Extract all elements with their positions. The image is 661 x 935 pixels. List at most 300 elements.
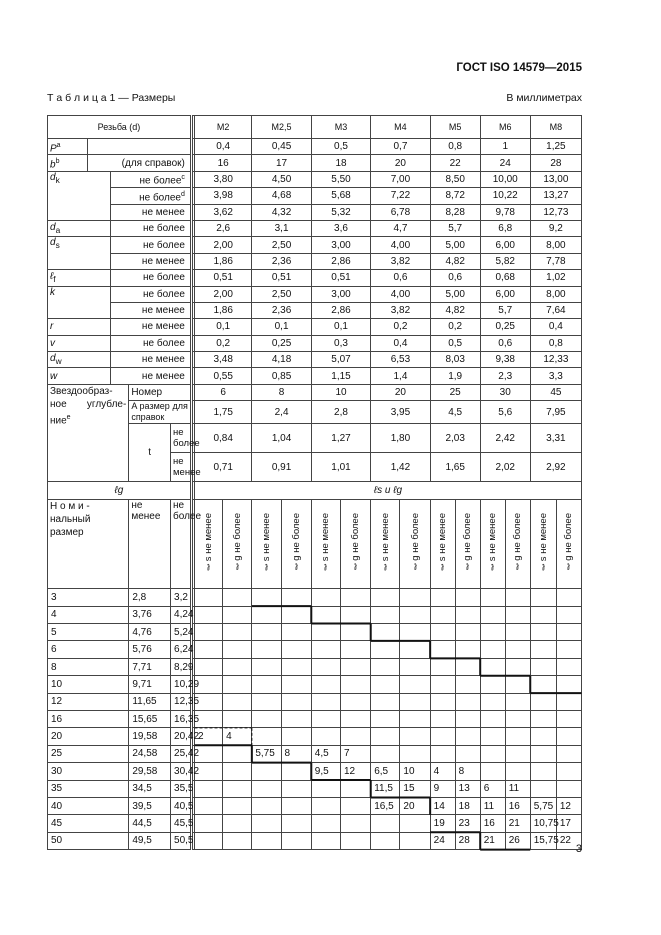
lg-max-value: 40,5 bbox=[171, 797, 192, 814]
star-a-value: 2,8 bbox=[311, 401, 370, 424]
length-cell bbox=[400, 606, 430, 623]
star-t-min-value: 2,02 bbox=[480, 453, 530, 482]
table-row bbox=[48, 606, 582, 623]
table-row bbox=[48, 641, 582, 658]
page-number: 3 bbox=[575, 843, 582, 855]
nominal-length: 45 bbox=[48, 815, 129, 832]
r-value: 0,2 bbox=[430, 319, 480, 335]
param-label bbox=[48, 237, 111, 270]
param-symbol: P bbox=[50, 142, 57, 154]
qualifier-text: не менее bbox=[141, 305, 185, 317]
length-cell bbox=[252, 763, 281, 780]
length-cell bbox=[530, 624, 556, 641]
k-max-value: 4,00 bbox=[371, 286, 430, 302]
param-subscript: w bbox=[55, 355, 62, 366]
length-cell bbox=[195, 641, 223, 658]
k-max-value: 8,00 bbox=[530, 286, 581, 302]
lg-max-column-label bbox=[223, 500, 252, 589]
ls-min-text: ℓs не менее bbox=[320, 513, 332, 573]
length-cell bbox=[556, 728, 581, 745]
lg-min-value: 19,58 bbox=[129, 728, 171, 745]
length-cell bbox=[480, 658, 505, 675]
length-cell bbox=[505, 658, 530, 675]
dk-max_d-value: 8,72 bbox=[430, 188, 480, 204]
dk-max_c-value: 7,00 bbox=[371, 171, 430, 187]
lg-max-text: ℓg не более bbox=[462, 513, 474, 573]
length-cell: 12 bbox=[340, 763, 370, 780]
lg-max-column-label bbox=[505, 500, 530, 589]
param-footnote: b bbox=[55, 157, 60, 165]
row-ds-min bbox=[48, 253, 582, 269]
ds-max-value: 4,00 bbox=[371, 237, 430, 253]
length-cell bbox=[311, 815, 340, 832]
k-min-value: 4,82 bbox=[430, 302, 480, 318]
ds-min-value: 4,82 bbox=[430, 253, 480, 269]
star-t-min-value: 0,91 bbox=[252, 453, 311, 482]
length-cell bbox=[371, 658, 400, 675]
length-cell: 8 bbox=[281, 745, 311, 762]
param-symbol: w bbox=[50, 370, 58, 382]
length-cell bbox=[281, 797, 311, 814]
length-cell bbox=[340, 780, 370, 797]
ls-min-column-label bbox=[530, 500, 556, 589]
length-cell bbox=[430, 693, 455, 710]
length-cell bbox=[455, 745, 480, 762]
length-cell bbox=[311, 693, 340, 710]
thread-size-1: M2,5 bbox=[252, 116, 311, 139]
dw-value: 3,48 bbox=[195, 352, 252, 368]
lg-max-value: 20,42 bbox=[171, 728, 192, 745]
lg-max-value: 8,29 bbox=[171, 658, 192, 675]
nominal-length: 8 bbox=[48, 658, 129, 675]
length-cell bbox=[400, 832, 430, 849]
lg-min-value: 49,5 bbox=[129, 832, 171, 849]
length-cell bbox=[400, 693, 430, 710]
param-qualifier: не менее bbox=[110, 352, 191, 368]
ls-min-column-label bbox=[371, 500, 400, 589]
length-cell bbox=[252, 728, 281, 745]
length-cell bbox=[281, 641, 311, 658]
length-cell: 15,75 bbox=[530, 832, 556, 849]
length-cell bbox=[340, 606, 370, 623]
param-qualifier: не менее bbox=[110, 368, 191, 384]
length-cell bbox=[430, 745, 455, 762]
length-cell bbox=[223, 832, 252, 849]
lg-max-value: 3,2 bbox=[171, 589, 192, 606]
star-nomer-value: 30 bbox=[480, 384, 530, 400]
lg-min-value: 29,58 bbox=[129, 763, 171, 780]
thread-size-3: M4 bbox=[371, 116, 430, 139]
dk-max_d-value: 4,68 bbox=[252, 188, 311, 204]
lf-value: 0,51 bbox=[252, 270, 311, 286]
length-cell bbox=[400, 710, 430, 727]
row-length-subheader bbox=[48, 500, 582, 589]
ds-max-value: 8,00 bbox=[530, 237, 581, 253]
dk-max_d-value: 13,27 bbox=[530, 188, 581, 204]
length-cell bbox=[505, 763, 530, 780]
length-cell: 20 bbox=[400, 797, 430, 814]
ds-min-value: 7,78 bbox=[530, 253, 581, 269]
length-cell: 2 bbox=[195, 728, 223, 745]
r-value: 0,2 bbox=[371, 319, 430, 335]
length-cell bbox=[311, 797, 340, 814]
length-cell bbox=[340, 658, 370, 675]
length-cell bbox=[281, 693, 311, 710]
length-cell bbox=[252, 710, 281, 727]
length-cell bbox=[223, 693, 252, 710]
ds-min-value: 2,36 bbox=[252, 253, 311, 269]
length-cell bbox=[223, 676, 252, 693]
length-cell bbox=[530, 589, 556, 606]
qualifier-text: не более bbox=[139, 192, 181, 204]
k-min-value: 2,86 bbox=[311, 302, 370, 318]
dw-value: 8,03 bbox=[430, 352, 480, 368]
row-r bbox=[48, 319, 582, 335]
thread-size-5: M6 bbox=[480, 116, 530, 139]
length-cell: 11 bbox=[480, 797, 505, 814]
length-cell: 21 bbox=[505, 815, 530, 832]
length-cell bbox=[281, 815, 311, 832]
length-cell bbox=[505, 624, 530, 641]
star-nomer-value: 25 bbox=[430, 384, 480, 400]
length-cell bbox=[430, 710, 455, 727]
length-cell bbox=[223, 589, 252, 606]
length-cell bbox=[252, 832, 281, 849]
dk-max_d-value: 10,22 bbox=[480, 188, 530, 204]
k-max-value: 2,50 bbox=[252, 286, 311, 302]
dk-max_d-value: 3,98 bbox=[195, 188, 252, 204]
lg-max-value: 45,5 bbox=[171, 815, 192, 832]
length-cell: 23 bbox=[455, 815, 480, 832]
length-cell bbox=[252, 624, 281, 641]
star-t-min-value: 1,01 bbox=[311, 453, 370, 482]
length-cell bbox=[311, 658, 340, 675]
v-value: 0,8 bbox=[530, 335, 581, 351]
b-value: 17 bbox=[252, 155, 311, 171]
da-value: 4,7 bbox=[371, 220, 430, 236]
length-cell bbox=[400, 641, 430, 658]
lg-max-value: 35,5 bbox=[171, 780, 192, 797]
length-cell bbox=[371, 815, 400, 832]
ds-min-value: 2,86 bbox=[311, 253, 370, 269]
star-t-max-value: 1,80 bbox=[371, 424, 430, 453]
length-cell bbox=[371, 693, 400, 710]
lg-max-value: 5,24 bbox=[171, 624, 192, 641]
lg-min-value: 5,76 bbox=[129, 641, 171, 658]
star-a-value: 3,95 bbox=[371, 401, 430, 424]
lg-max-column-label bbox=[556, 500, 581, 589]
length-cell bbox=[281, 676, 311, 693]
lg-max-column-label bbox=[400, 500, 430, 589]
length-cell bbox=[455, 710, 480, 727]
length-cell bbox=[311, 641, 340, 658]
lg-max-column-label bbox=[455, 500, 480, 589]
param-label bbox=[48, 368, 111, 384]
ls-min-column-label bbox=[480, 500, 505, 589]
row-k-min bbox=[48, 302, 582, 318]
lg-min-value: 4,76 bbox=[129, 624, 171, 641]
ds-max-value: 5,00 bbox=[430, 237, 480, 253]
length-cell bbox=[311, 589, 340, 606]
lf-value: 0,51 bbox=[195, 270, 252, 286]
thread-size-4: M5 bbox=[430, 116, 480, 139]
length-cell bbox=[281, 832, 311, 849]
length-cell: 21 bbox=[480, 832, 505, 849]
table-row bbox=[48, 589, 582, 606]
star-t-max-value: 1,27 bbox=[311, 424, 370, 453]
length-cell: 4 bbox=[223, 728, 252, 745]
param-qualifier: не более bbox=[110, 270, 191, 286]
lg-min-value: 39,5 bbox=[129, 797, 171, 814]
lg-min-value: 3,76 bbox=[129, 606, 171, 623]
length-cell bbox=[530, 780, 556, 797]
lf-value: 0,6 bbox=[371, 270, 430, 286]
lg-max-text: ℓg не более bbox=[512, 513, 524, 573]
lg-min-value: 15,65 bbox=[129, 710, 171, 727]
v-value: 0,3 bbox=[311, 335, 370, 351]
length-cell bbox=[505, 745, 530, 762]
length-cell: 15 bbox=[400, 780, 430, 797]
ls-lg-header bbox=[195, 482, 582, 500]
row-ds-max bbox=[48, 237, 582, 253]
length-cell bbox=[455, 624, 480, 641]
length-cell bbox=[430, 728, 455, 745]
length-cell bbox=[480, 624, 505, 641]
star-a-value: 4,5 bbox=[430, 401, 480, 424]
t-max-label: не более bbox=[171, 424, 192, 453]
dk-max_c-value: 13,00 bbox=[530, 171, 581, 187]
nominal-length: 40 bbox=[48, 797, 129, 814]
table-row bbox=[48, 745, 582, 762]
length-cell: 4 bbox=[430, 763, 455, 780]
star-t-max-value: 2,42 bbox=[480, 424, 530, 453]
v-value: 0,25 bbox=[252, 335, 311, 351]
length-cell: 5,75 bbox=[530, 797, 556, 814]
P-value: 0,7 bbox=[371, 139, 430, 155]
length-cell bbox=[252, 676, 281, 693]
lg-max-text: ℓg не более bbox=[350, 513, 362, 573]
qualifier-footnote: c bbox=[181, 174, 185, 182]
lg-max-value: 30,42 bbox=[171, 763, 192, 780]
star-a-value: 1,75 bbox=[195, 401, 252, 424]
length-cell bbox=[430, 658, 455, 675]
param-symbol: b bbox=[50, 159, 56, 171]
dk-min-value: 8,28 bbox=[430, 204, 480, 220]
length-cell bbox=[223, 641, 252, 658]
length-cell bbox=[530, 763, 556, 780]
row-dk-max_c bbox=[48, 171, 582, 187]
length-cell bbox=[480, 676, 505, 693]
lg-min-value: 11,65 bbox=[129, 693, 171, 710]
r-value: 0,1 bbox=[195, 319, 252, 335]
star-a-value: 2,4 bbox=[252, 401, 311, 424]
length-cell bbox=[530, 710, 556, 727]
P-value: 1,25 bbox=[530, 139, 581, 155]
length-cell bbox=[195, 658, 223, 675]
length-cell bbox=[455, 693, 480, 710]
w-value: 1,15 bbox=[311, 368, 370, 384]
length-cell bbox=[556, 763, 581, 780]
length-cell: 6 bbox=[480, 780, 505, 797]
length-cell bbox=[281, 780, 311, 797]
length-cell bbox=[556, 641, 581, 658]
lg-min-value: 34,5 bbox=[129, 780, 171, 797]
da-value: 9,2 bbox=[530, 220, 581, 236]
length-cell bbox=[505, 641, 530, 658]
table-row bbox=[48, 693, 582, 710]
row-dk-min bbox=[48, 204, 582, 220]
star-nomer-value: 45 bbox=[530, 384, 581, 400]
length-cell: 4,5 bbox=[311, 745, 340, 762]
param-qualifier: не более bbox=[110, 220, 191, 236]
length-cell bbox=[480, 606, 505, 623]
row-w bbox=[48, 368, 582, 384]
length-cell bbox=[252, 693, 281, 710]
length-cell bbox=[400, 658, 430, 675]
length-cell bbox=[223, 763, 252, 780]
P-value: 0,8 bbox=[430, 139, 480, 155]
table-row bbox=[48, 832, 582, 849]
P-value: 0,45 bbox=[252, 139, 311, 155]
dk-max_c-value: 5,50 bbox=[311, 171, 370, 187]
lf-value: 0,68 bbox=[480, 270, 530, 286]
length-cell bbox=[400, 815, 430, 832]
length-cell bbox=[223, 745, 252, 762]
length-cell bbox=[480, 589, 505, 606]
length-cell bbox=[530, 641, 556, 658]
param-footnote: a bbox=[56, 141, 61, 149]
length-cell bbox=[430, 589, 455, 606]
nominal-length: 35 bbox=[48, 780, 129, 797]
dk-max_c-value: 8,50 bbox=[430, 171, 480, 187]
length-cell bbox=[530, 606, 556, 623]
document-code: ГОСТ ISO 14579—2015 bbox=[456, 62, 582, 74]
param-label bbox=[48, 335, 111, 351]
param-qualifier bbox=[110, 171, 191, 187]
length-cell bbox=[340, 728, 370, 745]
length-cell: 16 bbox=[480, 815, 505, 832]
ds-min-value: 3,82 bbox=[371, 253, 430, 269]
dk-max_d-value: 5,68 bbox=[311, 188, 370, 204]
lg-max-value: 12,35 bbox=[171, 693, 192, 710]
length-cell: 12 bbox=[556, 797, 581, 814]
length-cell bbox=[556, 658, 581, 675]
star-nomer-value: 20 bbox=[371, 384, 430, 400]
length-cell bbox=[556, 624, 581, 641]
param-qualifier: (для справок) bbox=[87, 155, 191, 171]
length-cell bbox=[556, 693, 581, 710]
param-label bbox=[48, 319, 111, 335]
header-row bbox=[48, 116, 582, 139]
thread-size-0: M2 bbox=[195, 116, 252, 139]
row-v bbox=[48, 335, 582, 351]
lg-max-column-label bbox=[281, 500, 311, 589]
length-cell bbox=[340, 815, 370, 832]
length-cell bbox=[430, 606, 455, 623]
lg-max-value: 25,42 bbox=[171, 745, 192, 762]
dk-min-value: 5,32 bbox=[311, 204, 370, 220]
length-cell bbox=[311, 710, 340, 727]
length-cell bbox=[455, 728, 480, 745]
nominal-length: 12 bbox=[48, 693, 129, 710]
param-qualifier bbox=[110, 188, 191, 204]
nominal-length: 3 bbox=[48, 589, 129, 606]
nomer-label: Номер bbox=[129, 384, 192, 400]
length-cell bbox=[281, 710, 311, 727]
length-cell bbox=[530, 658, 556, 675]
nominal-length: 25 bbox=[48, 745, 129, 762]
b-value: 20 bbox=[371, 155, 430, 171]
length-cell bbox=[505, 676, 530, 693]
length-cell bbox=[400, 745, 430, 762]
length-cell bbox=[556, 676, 581, 693]
row-lf bbox=[48, 270, 582, 286]
lg-max-label: не более bbox=[171, 500, 192, 589]
dw-value: 6,53 bbox=[371, 352, 430, 368]
star-t-min-value: 2,92 bbox=[530, 453, 581, 482]
dw-value: 9,38 bbox=[480, 352, 530, 368]
length-cell: 6,5 bbox=[371, 763, 400, 780]
row-da bbox=[48, 220, 582, 236]
length-cell bbox=[252, 658, 281, 675]
param-label bbox=[48, 220, 111, 236]
da-value: 5,7 bbox=[430, 220, 480, 236]
lg-min-label: не менее bbox=[129, 500, 171, 589]
length-cell bbox=[455, 676, 480, 693]
length-cell bbox=[223, 797, 252, 814]
lg-min-value: 44,5 bbox=[129, 815, 171, 832]
param-qualifier: не более bbox=[110, 335, 191, 351]
P-value: 0,5 bbox=[311, 139, 370, 155]
length-cell bbox=[195, 606, 223, 623]
length-cell bbox=[556, 710, 581, 727]
lg-max-value: 10,29 bbox=[171, 676, 192, 693]
a-size-label: A размер для справок bbox=[129, 401, 192, 424]
length-cell bbox=[195, 797, 223, 814]
nominal-length: 30 bbox=[48, 763, 129, 780]
ls-min-column-label bbox=[311, 500, 340, 589]
star-t-min-value: 1,42 bbox=[371, 453, 430, 482]
star-t-max-value: 0,84 bbox=[195, 424, 252, 453]
length-cell bbox=[281, 624, 311, 641]
length-cell bbox=[505, 728, 530, 745]
k-max-value: 6,00 bbox=[480, 286, 530, 302]
param-symbol: v bbox=[50, 337, 55, 349]
b-value: 18 bbox=[311, 155, 370, 171]
w-value: 3,3 bbox=[530, 368, 581, 384]
qualifier-text: не менее bbox=[141, 255, 185, 267]
length-cell bbox=[430, 624, 455, 641]
star-nomer-value: 8 bbox=[252, 384, 311, 400]
length-cell bbox=[371, 832, 400, 849]
length-cell bbox=[252, 589, 281, 606]
star-t-max-value: 1,04 bbox=[252, 424, 311, 453]
P-value: 1 bbox=[480, 139, 530, 155]
length-cell bbox=[340, 832, 370, 849]
param-subscript: a bbox=[55, 224, 61, 235]
length-cell bbox=[480, 710, 505, 727]
dk-min-value: 12,73 bbox=[530, 204, 581, 220]
length-cell bbox=[455, 658, 480, 675]
length-cell bbox=[311, 780, 340, 797]
length-cell bbox=[505, 693, 530, 710]
length-cell bbox=[281, 763, 311, 780]
ds-max-value: 6,00 bbox=[480, 237, 530, 253]
length-cell bbox=[430, 676, 455, 693]
k-max-value: 3,00 bbox=[311, 286, 370, 302]
length-cell bbox=[371, 676, 400, 693]
da-value: 3,6 bbox=[311, 220, 370, 236]
